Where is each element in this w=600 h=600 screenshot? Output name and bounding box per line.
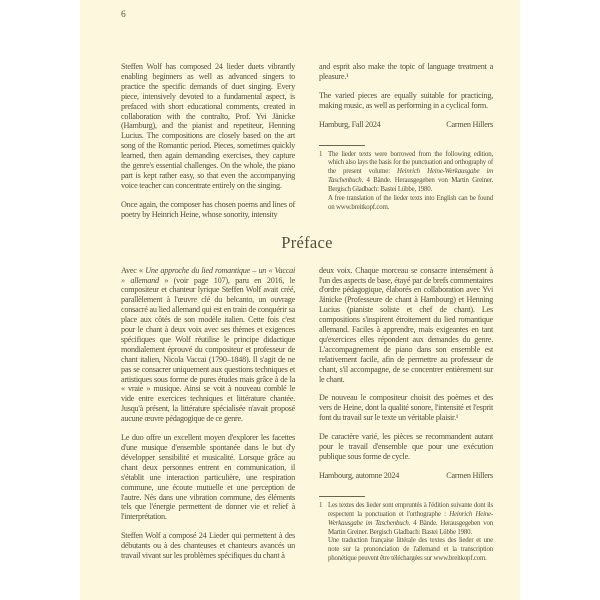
paragraph: The varied pieces are equally suitable for practicing, making music, as well as performing in a cyclical form. — [319, 90, 493, 110]
english-signature-line — [319, 120, 493, 130]
footnote-separator — [319, 496, 365, 497]
french-left-column — [121, 266, 295, 570]
paragraph: Les textes des lieder sont empruntés à l'édition suivante dont ils respectent la ponctuation et l'orthographe : Heinrich Heine-Werkausgabe im Taschenbuch. 4 Bände. Herausgegeben von Martin Greiner. Bergisch Gladbach: Bastei Lübbe 1980. — [328, 501, 493, 536]
paragraph: and esprit also make the topic of language treatment a pleasure.¹ — [319, 62, 493, 81]
french-signature-line — [319, 471, 493, 481]
paragraph: De nouveau le compositeur choisit des poèmes et des vers de Heine, dont la qualité sonore, l'intensité et l'esprit font du travail sur le texte un véritable plaisir.¹ — [319, 393, 493, 423]
english-footnote — [319, 145, 493, 213]
footnote-marker: 1 — [319, 501, 323, 509]
footnote-body — [319, 502, 493, 564]
french-right-column — [319, 266, 493, 565]
english-right-paragraphs — [319, 62, 493, 111]
paragraph: De caractère varié, les pièces se recommandent autant pour le travail d'ensemble que pour une exécution publique sous forme de cycle. — [319, 432, 493, 461]
signature-author: Carmen Hillers — [446, 470, 493, 480]
paragraph: Le duo offre un excellent moyen d'explorer les facettes d'une musique d'ensemble spontanée dans le but d'y développer sensibilité et musicalité. Lorsque grâce au chant deux personnes entrent en communication, il s'établit une interaction particulière, une respiration commune, une écoute mutuelle et une perception de l'autre. Nés dans une vibration commune, des éléments tels que l'énergie permettent de donner vie et relief à l'interprétation. — [121, 433, 295, 522]
french-footnote — [319, 496, 493, 564]
paragraph: Steffen Wolf has composed 24 lieder duets vibrantly enabling beginners as well as advanced singers to practice the specific demands of duet singing. Every piece, intensively devoted to a fundamental aspect, is prefaced with short educational comments, created in collaboration with the contralto, Prof. Yvi Jänicke (Hamburg), and the pianist and repetiteur, Henning Lucius. The compositions are closely based on the art song of the Romantic period. Pieces, sometimes quickly learned, then again demanding exercises, they capture the genre's essential challenges. On the whole, the piano part is kept rather easy, so that even the accompanying voice teacher can concentrate entirely on the singing. — [121, 62, 295, 190]
paragraph: Steffen Wolf a composé 24 Lieder qui permettent à des débutants ou à des chanteuses et chanteurs avancés un travail vivant sur les problèmes spécifiques du chant à — [121, 531, 295, 561]
footnote-text — [328, 151, 493, 213]
paragraph: Once again, the composer has chosen poems and lines of poetry by Heinrich Heine, whose sonority, intensity — [121, 199, 295, 219]
footnote-text — [328, 502, 493, 564]
preface-heading: Préface — [281, 232, 333, 252]
page-number: 6 — [121, 10, 126, 20]
book-page — [80, 0, 520, 600]
footnote-separator — [319, 145, 365, 146]
french-section — [121, 266, 493, 570]
french-right-paragraphs — [319, 266, 493, 462]
signature-place-date: Hambourg, automne 2024 — [319, 470, 400, 480]
paragraph: The lieder texts were borrowed from the following edition, which also lays the basis for the punctuation and orthography of the present volume: Heinrich Heine-Werkausgabe im Taschenbuch. 4 Bände. Herausgegeben von Martin Greiner. Bergisch Gladbach: Bastei Lübbe, 1980. — [328, 150, 493, 194]
footnote-body — [319, 151, 493, 213]
paragraph: Une traduction française littérale des textes des lieder et une note sur la prononciation de l'allemand et la transcription phonétique peuvent être téléchargées sur www.breitkopf.com. — [328, 537, 493, 563]
footnote-marker: 1 — [319, 150, 323, 158]
paragraph: A free translation of the lieder texts into English can be found on www.breitkopf.com. — [328, 195, 493, 211]
paragraph: deux voix. Chaque morceau se consacre intensément à l'un des aspects de base, étayé par de brefs commentaires d'ordre pédagogique, élaborés en collaboration avec Yvi Jänicke (Professeure de chant à Hambourg) et Henning Lucius (pianiste soliste et chef de chant). Les compositions s'inspirent étroitement du lied romantique allemand. Faciles à apprendre, mais exigeantes en tant qu'exercices elles répondent aux demandes du genre. L'accompagnement de piano dans son ensemble est relativement facile, afin de permettre au professeur de chant, s'il accompagne, de se concentrer entièrement sur le chant. — [319, 265, 493, 384]
page-content — [121, 62, 493, 570]
english-left-column — [121, 62, 295, 229]
signature-author: Carmen Hillers — [446, 119, 493, 129]
english-right-column — [319, 62, 493, 213]
english-section — [121, 62, 493, 229]
paragraph: Avec « Une approche du lied romantique – un « Vaccai » allemand » (voir page 107), paru en 2016, le compositeur et chanteur lyrique Steffen Wolf avait créé, parallèlement à l'œuvre clé du belcanto, un ouvrage consacré au lied allemand qui est en train de conquérir sa place aux côtés de son modèle italien. Cette fois c'est pour le chant à deux voix avec ses thèmes et exigences spécifiques que Wolf réutilise le principe didactique mondialement éprouvé du compositeur et professeur de chant italien, Nicola Vaccai (1790–1848). Il s'agit de ne pas se consacrer uniquement aux questions techniques et artistiques sous forme de pures études mais grâce à de la « vraie » musique. Ainsi se voit à nouveau comblé le vide entre exercices techniques et littérature chantée. Jusqu'à présent, la littérature spécialisée n'avait proposé aucune œuvre pédagogique de ce genre. — [121, 265, 295, 424]
signature-place-date: Hamburg, Fall 2024 — [319, 119, 381, 129]
